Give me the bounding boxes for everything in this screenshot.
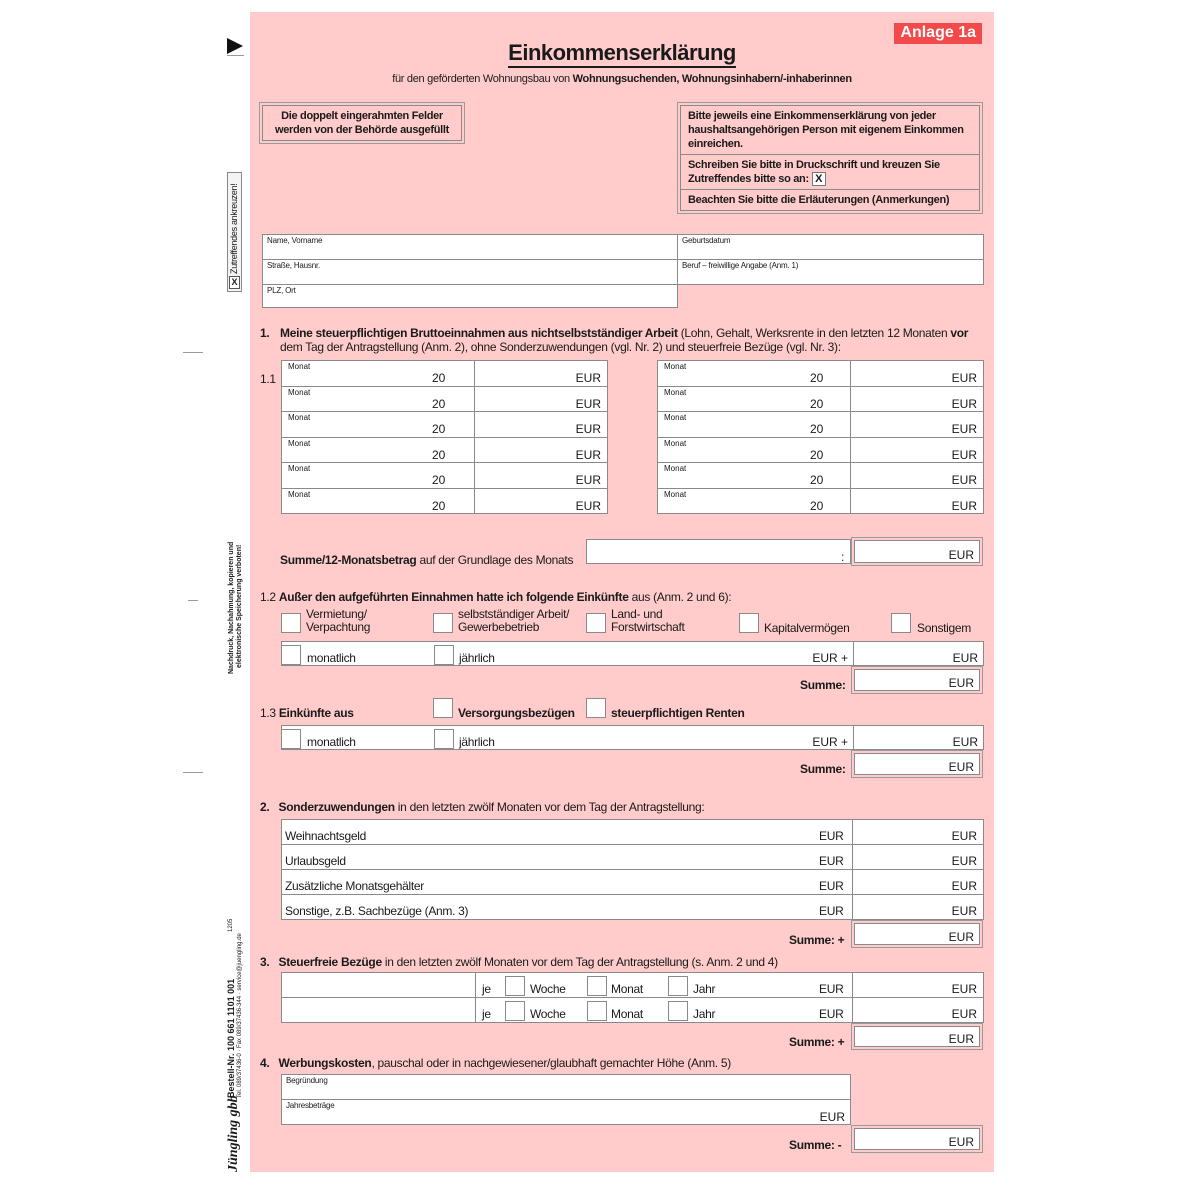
section-1-3-sum-label: Summe:	[800, 762, 846, 776]
margin-arrow-icon	[227, 38, 243, 54]
fold-mark	[183, 772, 203, 773]
attachment-badge: Anlage 1a	[894, 23, 982, 44]
pension-benefits-checkbox[interactable]	[433, 698, 453, 718]
month-checkbox[interactable]	[587, 1001, 607, 1021]
agriculture-label: Land- und Forstwirtschaft	[611, 607, 685, 634]
copyright-line-1: Nachdruck, Nachahmung, kopieren und	[228, 541, 235, 674]
form-title: Einkommenserklärung	[250, 40, 994, 66]
edition-code: 1205	[228, 918, 234, 932]
order-number: Bestell-Nr. 100 661 1101 001	[226, 978, 236, 1098]
fold-mark	[188, 600, 198, 601]
section-1-2-sum-field: EUR	[854, 669, 980, 691]
year-checkbox[interactable]	[668, 1001, 688, 1021]
self-employed-label: selbstständiger Arbeit/ Gewerbebetrieb	[458, 607, 570, 634]
other-income-checkbox[interactable]	[891, 613, 911, 633]
publisher-contact: Tel. 089/37436-0 · Fax 089/37436-344 · service@juengling.de	[237, 933, 243, 1098]
capital-label: Kapitalvermögen	[764, 621, 850, 635]
section-1-3-heading: 1.3 Einkünfte aus	[260, 706, 354, 720]
monthly-income-row[interactable]: Monat 20 EUR	[282, 361, 607, 387]
section-1-heading: Meine steuerpflichtigen Bruttoeinnahmen aus nichtselbstständiger Arbeit (Lohn, Gehalt, Werksrente in den letzten 12 Monaten vor dem Tag der Antragstellung (Anm. 2), ohne Sonderzuwendungen (vgl. Nr. 2) und steuerfreie Bezüge (vgl. Nr. 3):	[280, 326, 969, 354]
rental-label: Vermietung/ Verpachtung	[306, 607, 371, 634]
bonus-row[interactable]: Zusätzliche Monatsgehälter EUR EUR	[282, 870, 983, 895]
agriculture-checkbox[interactable]	[586, 613, 606, 633]
bonus-row[interactable]: Urlaubsgeld EUR EUR	[282, 845, 983, 870]
section-4-heading: 4. Werbungskosten, pauschal oder in nachgewiesener/glaubhaft gemachter Höhe (Anm. 5)	[260, 1056, 731, 1070]
monthly-income-row[interactable]: Monat 20 EUR	[658, 463, 983, 489]
section-1-2-heading: 1.2 Außer den aufgeführten Einnahmen hatte ich folgende Einkünfte aus (Anm. 2 und 6):	[260, 590, 732, 604]
margin-arrow-underline	[227, 55, 244, 56]
pension-total-field[interactable]: EUR	[853, 725, 984, 750]
monthly-checkbox[interactable]	[281, 729, 301, 749]
tax-free-table	[281, 972, 984, 1023]
annual-amount-field[interactable]: Jahresbeträge EUR	[281, 1099, 851, 1125]
tax-free-row[interactable]: je Woche Monat Jahr EUR EUR	[282, 973, 983, 998]
authority-notice: Die doppelt eingerahmten Felder werden von der Behörde ausgefüllt	[262, 105, 462, 141]
capital-checkbox[interactable]	[739, 613, 759, 633]
monthly-income-row[interactable]: Monat 20 EUR	[658, 361, 983, 387]
name-field[interactable]: Name, Vorname	[262, 234, 678, 260]
taxable-pension-checkbox[interactable]	[586, 698, 606, 718]
city-field[interactable]: PLZ, Ort	[262, 284, 678, 308]
week-checkbox[interactable]	[505, 1001, 525, 1021]
section-1-1-number: 1.1	[260, 372, 276, 386]
form-page	[250, 12, 994, 1172]
monthly-income-grid-right	[657, 360, 984, 514]
tick-note-text: Zutreffendes ankreuzen!	[229, 183, 239, 274]
monthly-income-row[interactable]: Monat 20 EUR	[282, 412, 607, 438]
section-2-sum-label: Summe: +	[789, 933, 845, 947]
example-checkmark: X	[812, 172, 826, 186]
yearly-checkbox[interactable]	[434, 645, 454, 665]
rental-checkbox[interactable]	[281, 613, 301, 633]
pension-benefits-label: Versorgungsbezügen	[458, 706, 575, 720]
self-employed-checkbox[interactable]	[433, 613, 453, 633]
section-4-sum-label: Summe: -	[789, 1138, 842, 1152]
other-income-amount-row: monatlich jährlich EUR +	[281, 641, 854, 666]
street-field[interactable]: Straße, Hausnr.	[262, 259, 678, 285]
basis-month-field[interactable]: :	[586, 539, 851, 564]
publisher-logo: Jüngling gbb	[226, 1095, 241, 1172]
section-1-number: 1.	[260, 326, 270, 340]
bonus-row[interactable]: Weihnachtsgeld EUR EUR	[282, 820, 983, 845]
other-income-label: Sonstigem	[917, 621, 971, 635]
section-2-heading: 2. Sonderzuwendungen in den letzten zwölf Monaten vor dem Tag der Antragstellung:	[260, 800, 705, 814]
section-3-sum-field: EUR	[854, 1026, 980, 1047]
monthly-income-row[interactable]: Monat 20 EUR	[288, 489, 601, 513]
section-3-heading: 3. Steuerfreie Bezüge in den letzten zwölf Monaten vor dem Tag der Antragstellung (s. Anm. 2 und 4)	[260, 955, 778, 969]
section-3-sum-label: Summe: +	[789, 1035, 845, 1049]
monthly-income-row[interactable]: Monat 20 EUR	[658, 438, 983, 464]
section-2-sum-field: EUR	[854, 923, 980, 945]
bonus-table	[281, 819, 984, 920]
monthly-income-row[interactable]: Monat 20 EUR	[282, 438, 607, 464]
tax-free-row[interactable]: je Woche Monat Jahr EUR EUR	[282, 998, 983, 1023]
reason-field[interactable]: Begründung	[281, 1074, 851, 1100]
form-subtitle: für den geförderten Wohnungsbau von Wohnungsuchenden, Wohnungsinhabern/-inhaberinnen	[392, 73, 852, 85]
monthly-income-row[interactable]: Monat 20 EUR	[282, 387, 607, 413]
monthly-income-row[interactable]: Monat 20 EUR	[658, 387, 983, 413]
taxable-pension-label: steuerpflichtigen Renten	[611, 706, 745, 720]
occupation-field[interactable]: Beruf – freiwillige Angabe (Anm. 1)	[677, 259, 984, 285]
week-checkbox[interactable]	[505, 976, 525, 996]
birthdate-field[interactable]: Geburtsdatum	[677, 234, 984, 260]
monthly-income-row[interactable]: Monat 20 EUR	[658, 412, 983, 438]
tick-note-mark: X	[229, 276, 240, 289]
pension-amount-row: monatlich jährlich EUR +	[281, 725, 854, 750]
instructions-box: Bitte jeweils eine Einkommenserklärung von jeder haushaltsangehörigen Person mit eigenem Einkommen einreichen. Schreiben Sie bitte in Druckschrift und kreuzen Sie Zutreffendes bitte so an: X Beachten Sie bitte die Erläuterungen (Anmerkungen)	[680, 105, 980, 211]
section-1-3-sum-field: EUR	[854, 753, 980, 775]
copyright-line-2: elektronische Speicherung verboten!	[236, 544, 243, 668]
monthly-sum-field: EUR	[854, 540, 980, 563]
fold-mark	[183, 352, 203, 353]
bonus-row[interactable]: Sonstige, z.B. Sachbezüge (Anm. 3) EUR EUR	[285, 904, 977, 918]
other-income-total-field[interactable]: EUR	[853, 641, 984, 666]
year-checkbox[interactable]	[668, 976, 688, 996]
monthly-income-row[interactable]: Monat 20 EUR	[664, 489, 977, 513]
section-4-sum-field: EUR	[854, 1128, 980, 1150]
section-1-2-sum-label: Summe:	[800, 678, 846, 692]
monthly-checkbox[interactable]	[281, 645, 301, 665]
yearly-checkbox[interactable]	[434, 729, 454, 749]
monthly-income-row[interactable]: Monat 20 EUR	[282, 463, 607, 489]
monthly-sum-label: Summe/12-Monatsbetrag auf der Grundlage des Monats	[280, 553, 574, 567]
month-checkbox[interactable]	[587, 976, 607, 996]
monthly-income-grid-left	[281, 360, 608, 514]
